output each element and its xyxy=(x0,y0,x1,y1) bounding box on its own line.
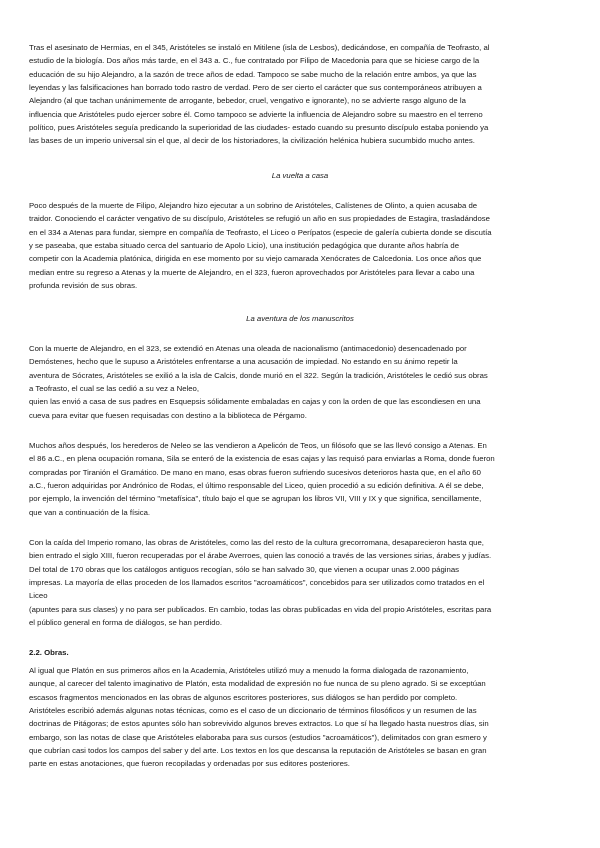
paragraph-hermias xyxy=(29,41,570,148)
text-line: profunda revisión de sus obras. xyxy=(29,281,138,291)
section-heading-aventura: La aventura de los manuscritos xyxy=(246,314,354,323)
text-line: bien entrado el siglo XIII, fueron recuperadas por el árabe Averroes, quien las conoció a través de las versiones sirias, árabes y judías. xyxy=(29,551,492,561)
text-line: compradas por Tiranión el Gramático. De mano en mano, esas obras fueron sufriendo sucesivos deterioros hasta que, en el año 60 xyxy=(29,467,481,477)
text-line: aventura de Sócrates, Aristóteles se exilió a la isla de Calcis, donde murió en el 322. Según la tradición, Aristóteles le cedió sus obras xyxy=(29,370,488,380)
text-line: el 86 a.C., en plena ocupación romana, Sila se enteró de la existencia de esas cajas y las requisó para enviarlas a Roma, donde fueron xyxy=(29,454,495,464)
text-line: Con la caída del Imperio romano, las obras de Aristóteles, como las del resto de la cultura grecorromana, desaparecieron hasta que, xyxy=(29,538,484,547)
text-line: Con la muerte de Alejandro, en el 323, se extendió en Atenas una oleada de nacionalismo (antimacedonio) desencadenado por xyxy=(29,344,467,353)
text-line: Alejandro (al que tachan unánimemente de arrogante, bebedor, cruel, vengativo e ignorante), no se advierte rasgo alguno de la xyxy=(29,96,466,106)
text-line: leyendas y las falsificaciones han borrado todo rastro de verdad. Pero de ser cierto el carácter que sus contemporáneos atribuyen a xyxy=(29,83,482,93)
section-heading-obras: 2.2. Obras. xyxy=(29,648,69,657)
paragraph-neleo xyxy=(29,439,570,519)
paragraph-alejandro xyxy=(29,342,570,422)
text-line: traidor. Conociendo el carácter vengativo de su discípulo, Aristóteles se refugió un año en sus propiedades de Estagira, trasladándose xyxy=(29,214,490,224)
text-line: parte en estas anotaciones, que fueron recopiladas y ordenadas por sus editores posteriores. xyxy=(29,759,350,769)
paragraph-filipo xyxy=(29,199,570,292)
text-line: median entre su regreso a Atenas y la muerte de Alejandro, en el 323, fueron aprovechados por Aristóteles para llevar a cabo una xyxy=(29,267,475,277)
text-line: influencia que Aristóteles pudo ejercer sobre él. Como tampoco se advierte la influencia de Alejandro sobre su maestro en el terreno xyxy=(29,109,483,119)
text-line: que van a continuación de la física. xyxy=(29,507,151,517)
text-line: que cubrían casi todos los campos del saber y del arte. Los textos en los que descansa la reputación de Aristóteles se basan en gran xyxy=(29,746,487,756)
text-line: en el 334 a Atenas para fundar, siempre en compañía de Teofrasto, el Liceo o Perípatos (especie de galería cubierta donde se discutía xyxy=(29,227,492,237)
text-line: Tras el asesinato de Hermias, en el 345, Aristóteles se instaló en Mitilene (isla de Lesbos), dedicándose, en compañía de Teofrasto, al xyxy=(29,43,490,52)
text-line: Demóstenes, hecho que le supuso a Aristóteles enfrentarse a una acusación de impiedad. No estando en su ánimo repetir la xyxy=(29,357,458,367)
text-line: y se paseaba, que estaba situado cerca del santuario de Apolo Licio), una institución pedagógica que durante años habría de xyxy=(29,241,460,251)
text-line: Poco después de la muerte de Filipo, Alejandro hizo ejecutar a un sobrino de Aristóteles, Calístenes de Olinto, a quien acusaba de xyxy=(29,201,478,210)
text-line: impresas. La mayoría de ellas proceden de los llamados escritos "acroamáticos", concebidos para ser utilizados como tratados en el xyxy=(29,578,485,588)
text-line: aunque, al carecer del talento imaginativo de Platón, esta modalidad de expresión no fue nunca de su pleno agrado. Si se exceptúan xyxy=(29,679,486,689)
text-line: embargo, son las notas de clase que Aristóteles elaboraba para sus cursos (estudios "acroamáticos"), delimitados con gran esmero y xyxy=(29,732,487,742)
text-line: Liceo xyxy=(29,591,48,601)
text-line: por ejemplo, la invención del término "metafísica", título bajo el que se agrupan los libros VII, VIII y IX y que significa, sencillamente, xyxy=(29,494,482,504)
text-line: el público general en forma de diálogos, se han perdido. xyxy=(29,618,223,628)
paragraph-imperio-romano xyxy=(29,536,570,629)
text-line: a Teofrasto, el cual se las cedió a su vez a Neleo, xyxy=(29,384,200,394)
text-line: Al igual que Platón en sus primeros años en la Academia, Aristóteles utilizó muy a menudo la forma dialogada de razonamiento, xyxy=(29,666,469,675)
section-heading-vuelta: La vuelta a casa xyxy=(271,171,329,180)
text-line: (apuntes para sus clases) y no para ser publicados. En cambio, todas las obras publicadas en vida del propio Aristóteles, escritas para xyxy=(29,604,492,614)
text-line: a.C., fueron adquiridas por Andrónico de Rodas, el último responsable del Liceo, quien procedió a su edición definitiva. A él se debe, xyxy=(29,481,484,491)
text-line: escasos fragmentos mencionados en las obras de algunos escritores posteriores, sus diálogos se han perdido por completo. xyxy=(29,692,458,702)
text-line: doctrinas de Pitágoras; de estos apuntes sólo han sobrevivido algunos breves extractos. Lo que sí ha llegado hasta nuestros días, sin xyxy=(29,719,489,729)
text-line: cueva para evitar que fuesen requisadas con destino a la biblioteca de Pérgamo. xyxy=(29,410,307,420)
text-line: estudio de la biología. Dos años más tarde, en el 343 a. C., fue contratado por Filipo de Macedonia para que se hiciese cargo de la xyxy=(29,56,480,66)
text-line: Del total de 170 obras que los catálogos antiguos recogían, sólo se han salvado 30, que vienen a ocupar unas 2.000 páginas xyxy=(29,564,460,574)
paragraph-obras xyxy=(29,664,570,771)
text-line: Aristóteles escribió además algunas notas técnicas, como es el caso de un diccionario de términos filosóficos y un resumen de las xyxy=(29,706,477,716)
text-line: político, pues Aristóteles seguía predicando la superioridad de las ciudades- estado cuando su presunto discípulo estaba poniendo ya xyxy=(29,123,489,133)
text-line: competir con la Academia platónica, dirigida en ese momento por su viejo camarada Xenócrates de Calcedonia. Los once años que xyxy=(29,254,482,264)
text-line: las bases de un imperio universal sin el que, al decir de los historiadores, la civilización helénica hubiera sucumbido mucho antes. xyxy=(29,136,475,146)
text-line: quien las envió a casa de sus padres en Esquepsis sólidamente embaladas en cajas y con la orden de que las escondiesen en una xyxy=(29,397,481,407)
text-line: Muchos años después, los herederos de Neleo se las vendieron a Apelicón de Teos, un filósofo que se las llevó consigo a Atenas. En xyxy=(29,441,487,450)
text-line: educación de su hijo Alejandro, a la sazón de trece años de edad. Tampoco se sabe mucho de la relación entre ambos, ya que las xyxy=(29,69,477,79)
